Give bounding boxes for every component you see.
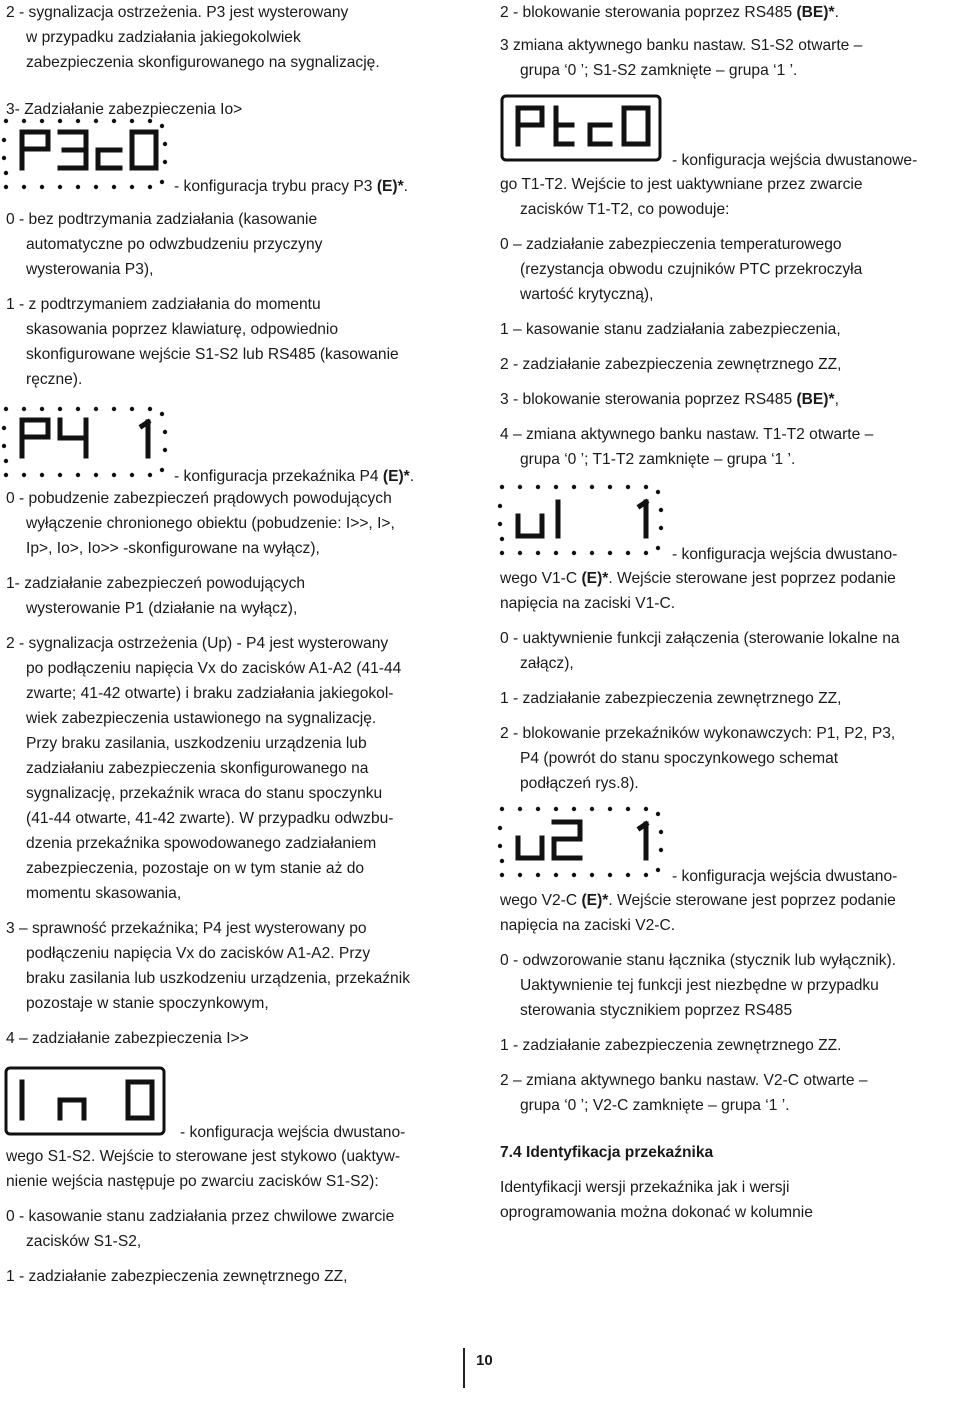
paragraph: zacisków T1-T2, co powoduje: [520, 201, 730, 218]
paragraph: grupa ‘0 ’; V2-C zamknięte – grupa ‘1 ’. [520, 1097, 790, 1114]
paragraph: 0 - uaktywnienie funkcji załączenia (sterowanie lokalne na [500, 630, 900, 647]
paragraph: 2 - zadziałanie zabezpieczenia zewnętrznego ZZ, [500, 356, 842, 373]
paragraph: momentu skasowania, [26, 885, 182, 902]
led-display-u2-1 [494, 804, 666, 880]
paragraph: Uaktywnienie tej funkcji jest niezbędne w przypadku [520, 977, 879, 994]
display-caption: - konfiguracja wejścia dwustano- [672, 546, 898, 563]
paragraph: 0 - bez podtrzymania zadziałania (kasowanie [6, 211, 318, 228]
paragraph: zadziałaniu zabezpieczenia skonfigurowanego na [26, 760, 369, 777]
paragraph: nienie wejścia następuje po zwarciu zacisków S1-S2): [6, 1173, 379, 1190]
display-caption: - konfiguracja wejścia dwustano- [672, 868, 898, 885]
paragraph: P4 (powrót do stanu spoczynkowego schemat [520, 750, 839, 767]
right-block-2 [500, 172, 958, 472]
paragraph: załącz), [520, 655, 574, 672]
paragraph: 1 - zadziałanie zabezpieczenia zewnętrznego ZZ. [500, 1037, 842, 1054]
paragraph: 1 - zadziałanie zabezpieczenia zewnętrznego ZZ, [500, 690, 842, 707]
left-block-2 [6, 207, 468, 392]
paragraph: 2 - sygnalizacja ostrzeżenia. P3 jest wysterowany [6, 4, 349, 21]
paragraph: Przy braku zasilania, uszkodzeniu urządzenia lub [26, 735, 367, 752]
paragraph: wyłączenie chronionego obiektu (pobudzenie: I>>, I>, [26, 515, 395, 532]
paragraph: 2 - sygnalizacja ostrzeżenia (Up) - P4 jest wysterowany [6, 635, 389, 652]
paragraph: 3- Zadziałanie zabezpieczenia Io> [6, 101, 243, 118]
page-number: 10 [476, 1352, 493, 1369]
paragraph: zabezpieczenia, pozostaje on w tym stanie aż do [26, 860, 365, 877]
right-column [500, 0, 958, 83]
section-heading: 7.4 Identyfikacja przekaźnika [500, 1144, 714, 1161]
paragraph: ręczne). [26, 371, 83, 388]
paragraph: podłączeń rys.8). [520, 775, 639, 792]
paragraph: grupa ‘0 ’; S1-S2 zamknięte – grupa ‘1 ’. [520, 62, 798, 79]
paragraph: (41-44 otwarte, 41-42 zwarte). W przypadku odwzbu- [26, 810, 394, 827]
display-caption: - konfiguracja trybu pracy P3 (E)*. [174, 178, 409, 195]
footer-divider [463, 1348, 465, 1388]
display-caption: - konfiguracja wejścia dwustano- [180, 1124, 406, 1141]
paragraph: 1 - z podtrzymaniem zadziałania do momentu [6, 296, 321, 313]
paragraph: 1 – kasowanie stanu zadziałania zabezpieczenia, [500, 321, 841, 338]
paragraph: 4 – zmiana aktywnego banku nastaw. T1-T2 otwarte – [500, 426, 874, 443]
paragraph: wego V2-C (E)*. Wejście sterowane jest poprzez podanie [500, 892, 896, 909]
paragraph: pozostaje w stanie spoczynkowym, [26, 995, 269, 1012]
paragraph: automatyczne po odwzbudzeniu przyczyny [26, 236, 323, 253]
led-display-p4-1 [0, 404, 170, 480]
left-block-3 [6, 486, 468, 1051]
paragraph: zabezpieczenia skonfigurowanego na sygnalizację. [26, 54, 380, 71]
display-caption: - konfiguracja wejścia dwustanowe- [672, 152, 918, 169]
paragraph: 4 – zadziałanie zabezpieczenia I>> [6, 1030, 249, 1047]
paragraph: wysterowania P3), [26, 261, 154, 278]
left-block-4 [6, 1144, 468, 1289]
paragraph: skasowania poprzez klawiaturę, odpowiednio [26, 321, 339, 338]
paragraph: 1 - zadziałanie zabezpieczenia zewnętrznego ZZ, [6, 1268, 348, 1285]
led-display-p3c0 [0, 116, 170, 192]
paragraph: go T1-T2. Wejście to jest uaktywniane przez zwarcie [500, 176, 863, 193]
paragraph: wartość krytyczną), [520, 286, 654, 303]
led-display-ptc0 [500, 94, 664, 164]
paragraph: wego V1-C (E)*. Wejście sterowane jest poprzez podanie [500, 570, 896, 587]
paragraph: 1- zadziałanie zabezpieczeń powodujących [6, 575, 306, 592]
paragraph: 0 – zadziałanie zabezpieczenia temperaturowego [500, 236, 842, 253]
paragraph: Identyfikacji wersji przekaźnika jak i wersji [500, 1179, 790, 1196]
paragraph: Ip>, Io>, Io>> -skonfigurowane na wyłącz), [26, 540, 320, 557]
led-display-u1-1 [494, 482, 666, 558]
paragraph: 0 - kasowanie stanu zadziałania przez chwilowe zwarcie [6, 1208, 395, 1225]
paragraph: 0 - pobudzenie zabezpieczeń prądowych powodujących [6, 490, 392, 507]
paragraph: wiek zabezpieczenia ustawionego na sygnalizację. [26, 710, 377, 727]
paragraph: 2 - blokowanie przekaźników wykonawczych: P1, P2, P3, [500, 725, 896, 742]
paragraph: 2 - blokowanie sterowania poprzez RS485 (BE)*. [500, 4, 839, 21]
paragraph: zwarte; 41-42 otwarte) i braku zadziałania jakiegokol- [26, 685, 394, 702]
paragraph: napięcia na zaciski V1-C. [500, 595, 676, 612]
paragraph: sygnalizację, przekaźnik wraca do stanu spoczynku [26, 785, 383, 802]
paragraph: 2 – zmiana aktywnego banku nastaw. V2-C otwarte – [500, 1072, 868, 1089]
display-caption: - konfiguracja przekaźnika P4 (E)*. [174, 468, 415, 485]
paragraph: 3 – sprawność przekaźnika; P4 jest wysterowany po [6, 920, 367, 937]
paragraph: w przypadku zadziałania jakiegokolwiek [26, 29, 301, 46]
paragraph: grupa ‘0 ’; T1-T2 zamknięte – grupa ‘1 ’. [520, 451, 796, 468]
paragraph: 3 - blokowanie sterowania poprzez RS485 (BE)*, [500, 391, 839, 408]
paragraph: braku zasilania lub uszkodzeniu urządzenia, przekaźnik [26, 970, 410, 987]
paragraph: oprogramowania można dokonać w kolumnie [500, 1204, 813, 1221]
right-block-3 [500, 566, 958, 796]
paragraph: (rezystancja obwodu czujników PTC przekroczyła [520, 261, 863, 278]
paragraph: 3 zmiana aktywnego banku nastaw. S1-S2 otwarte – [500, 37, 863, 54]
paragraph: zacisków S1-S2, [26, 1233, 142, 1250]
paragraph: wysterowanie P1 (działanie na wyłącz), [26, 600, 298, 617]
paragraph: sterowania stycznikiem poprzez RS485 [520, 1002, 793, 1019]
paragraph: napięcia na zaciski V2-C. [500, 917, 676, 934]
paragraph: skonfigurowane wejście S1-S2 lub RS485 (kasowanie [26, 346, 399, 363]
paragraph: wego S1-S2. Wejście to sterowane jest stykowo (uaktyw- [6, 1148, 401, 1165]
paragraph: podłączeniu napięcia Vx do zacisków A1-A2. Przy [26, 945, 371, 962]
right-block-4 [500, 888, 958, 1225]
paragraph: po podłączeniu napięcia Vx do zacisków A1-A2 (41-44 [26, 660, 402, 677]
paragraph: 0 - odwzorowanie stanu łącznika (stycznik lub wyłącznik). [500, 952, 897, 969]
paragraph: dzenia przekaźnika spowodowanego zadziałaniem [26, 835, 377, 852]
led-display-in0 [4, 1066, 168, 1138]
